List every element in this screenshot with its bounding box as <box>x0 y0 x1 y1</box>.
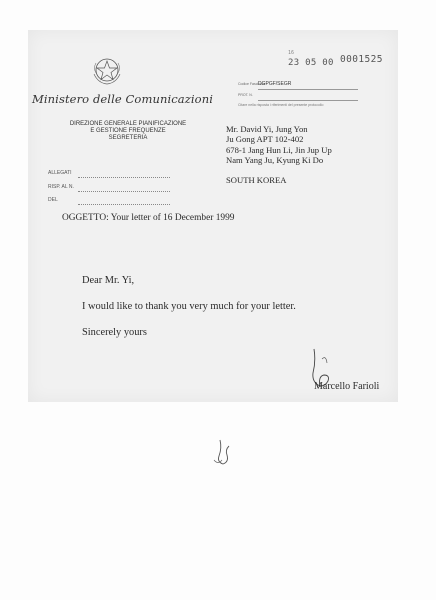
address-line: Ju Gong APT 102-402 <box>226 134 304 145</box>
department-line: E GESTIONE FREQUENZE <box>90 128 166 134</box>
stamp-top: 16 <box>288 50 295 56</box>
recipient-address <box>226 124 332 166</box>
ref-line <box>258 89 358 90</box>
field-line <box>78 191 170 192</box>
ref-value: DGPGF/SEGR <box>258 81 292 87</box>
reference-note: Citare nella risposta i riferimenti del presente protocollo <box>238 103 324 107</box>
italian-republic-emblem-icon <box>90 56 124 86</box>
ref-label: Codice Fascicolo <box>238 82 265 86</box>
ref-line <box>258 100 358 101</box>
address-line: Nam Yang Ju, Kyung Ki Do <box>226 155 324 166</box>
del-field <box>48 197 170 206</box>
salutation: Dear Mr. Yi, <box>82 275 135 286</box>
field-label: ALLEGATI <box>48 170 72 176</box>
department-line: SEGRETERIA <box>108 135 148 141</box>
ministry-name: Ministero delle Comunicazioni <box>32 92 213 106</box>
ref-label: PROT. N. <box>238 93 253 97</box>
department-block <box>48 121 208 142</box>
field-label: RISP. AL N. <box>48 184 74 190</box>
field-label: DEL <box>48 197 58 203</box>
codice-fascicolo-row <box>238 82 358 90</box>
recipient-country: SOUTH KOREA <box>226 175 287 185</box>
allegati-field <box>48 170 170 179</box>
risp-al-n-field <box>48 184 170 193</box>
body-text: I would like to thank you very much for your letter. <box>82 301 296 312</box>
initials-mark <box>208 438 238 468</box>
field-line <box>78 177 170 178</box>
address-line: 678-1 Jang Hun Li, Jin Jup Up <box>226 144 332 155</box>
department-line: DIREZIONE GENERALE PIANIFICAZIONE <box>69 121 187 127</box>
subject-line: OGGETTO: Your letter of 16 December 1999 <box>62 213 235 223</box>
prot-row <box>238 93 358 101</box>
signer-name: Marcello Farioli <box>314 381 380 392</box>
closing: Sincerely yours <box>82 327 147 338</box>
field-line <box>78 204 170 205</box>
date-stamp: 23 05 00 <box>288 58 334 68</box>
address-line: Mr. David Yi, Jung Yon <box>226 124 308 134</box>
protocol-number: 0001525 <box>340 54 383 65</box>
